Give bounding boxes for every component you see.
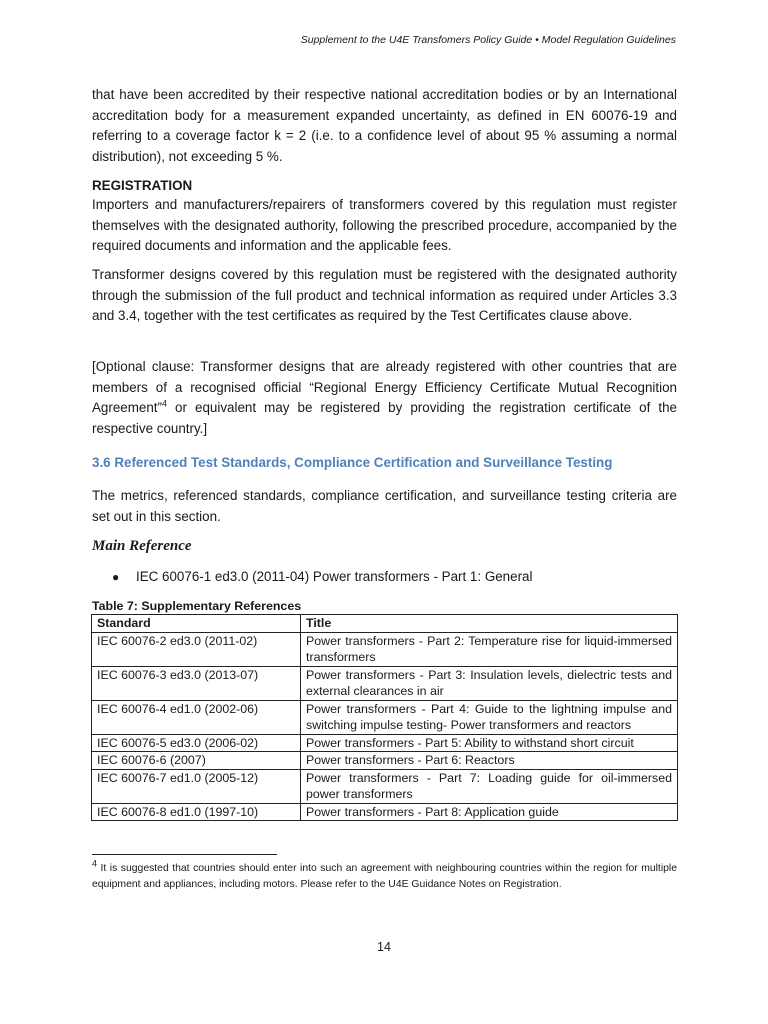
paragraph-metrics: The metrics, referenced standards, compliance certification, and surveillance testing criteria are set out in this section. bbox=[92, 488, 677, 524]
text: or equivalent may be registered by providing the registration certificate of the respective country.] bbox=[92, 400, 677, 436]
table-row bbox=[92, 734, 678, 752]
page-number: 14 bbox=[377, 940, 391, 954]
table-row bbox=[92, 769, 678, 803]
footnote-ref[interactable]: 4 bbox=[161, 398, 167, 409]
table-header-row bbox=[92, 615, 678, 633]
supplementary-references-table bbox=[91, 614, 678, 821]
title-cell: Power transformers - Part 5: Ability to withstand short circuit bbox=[301, 734, 678, 752]
section-heading: 3.6 Referenced Test Standards, Compliance Certification and Surveillance Testing bbox=[92, 455, 613, 470]
registration-heading: REGISTRATION bbox=[92, 178, 193, 193]
column-header-standard: Standard bbox=[92, 615, 301, 633]
table-row bbox=[92, 752, 678, 770]
footnote bbox=[92, 858, 677, 892]
footnote-separator bbox=[92, 854, 277, 855]
paragraph-accreditation: that have been accredited by their respective national accreditation bodies or by an International accreditation body for a measurement expanded uncertainty, as defined in EN 60076-19 and referring to a coverage factor k = 2 (i.e. to a confidence level of about 95 % assuming a normal distribution), not exceeding 5 %. bbox=[92, 87, 677, 164]
standard-cell: IEC 60076-7 ed1.0 (2005-12) bbox=[92, 769, 301, 803]
standard-cell: IEC 60076-5 ed3.0 (2006-02) bbox=[92, 734, 301, 752]
table-row bbox=[92, 632, 678, 666]
paragraph-optional-clause bbox=[92, 357, 677, 439]
table-row bbox=[92, 803, 678, 821]
title-cell: Power transformers - Part 3: Insulation levels, dielectric tests and external clearances in air bbox=[301, 666, 678, 700]
paragraph-registration-importers: Importers and manufacturers/repairers of transformers covered by this regulation must register themselves with the designated authority, following the prescribed procedure, accompanied by the required documents and information and the applicable fees. bbox=[92, 197, 677, 254]
footnote-number: 4 bbox=[92, 858, 98, 869]
standard-cell: IEC 60076-3 ed3.0 (2013-07) bbox=[92, 666, 301, 700]
bullet-icon: ● bbox=[112, 570, 120, 584]
standard-cell: IEC 60076-4 ed1.0 (2002-06) bbox=[92, 700, 301, 734]
table-caption: Table 7: Supplementary References bbox=[92, 599, 302, 613]
title-cell: Power transformers - Part 6: Reactors bbox=[301, 752, 678, 770]
table-row bbox=[92, 666, 678, 700]
title-cell: Power transformers - Part 4: Guide to the lightning impulse and switching impulse testing- Power transformers and reactors bbox=[301, 700, 678, 734]
standard-cell: IEC 60076-8 ed1.0 (1997-10) bbox=[92, 803, 301, 821]
table-row bbox=[92, 700, 678, 734]
column-header-title: Title bbox=[301, 615, 678, 633]
title-cell: Power transformers - Part 2: Temperature rise for liquid-immersed transformers bbox=[301, 632, 678, 666]
main-reference-text: IEC 60076-1 ed3.0 (2011-04) Power transformers - Part 1: General bbox=[136, 569, 533, 584]
bullet-list-item bbox=[112, 567, 676, 588]
standard-cell: IEC 60076-2 ed3.0 (2011-02) bbox=[92, 632, 301, 666]
title-cell: Power transformers - Part 7: Loading guide for oil-immersed power transformers bbox=[301, 769, 678, 803]
footnote-text: It is suggested that countries should enter into such an agreement with neighbouring countries within the region for multiple equipment and appliances, including motors. Please refer to the U4E Guidance Notes on Registration. bbox=[92, 863, 677, 890]
text: [Optional clause: Transformer designs that are already registered with other countries that are members of a recognised official “Regional Energy Efficiency Certificate Mutual Recognition Agreement” bbox=[92, 359, 677, 416]
main-reference-heading: Main Reference bbox=[92, 538, 192, 554]
title-cell: Power transformers - Part 8: Application guide bbox=[301, 803, 678, 821]
paragraph-registration-designs: Transformer designs covered by this regulation must be registered with the designated authority through the submission of the full product and technical information as required under Articles 3.3 and 3.4, together with the test certificates as required by the Test Certificates clause above. bbox=[92, 267, 677, 324]
running-header: Supplement to the U4E Transfomers Policy Guide • Model Regulation Guidelines bbox=[300, 34, 676, 46]
standard-cell: IEC 60076-6 (2007) bbox=[92, 752, 301, 770]
